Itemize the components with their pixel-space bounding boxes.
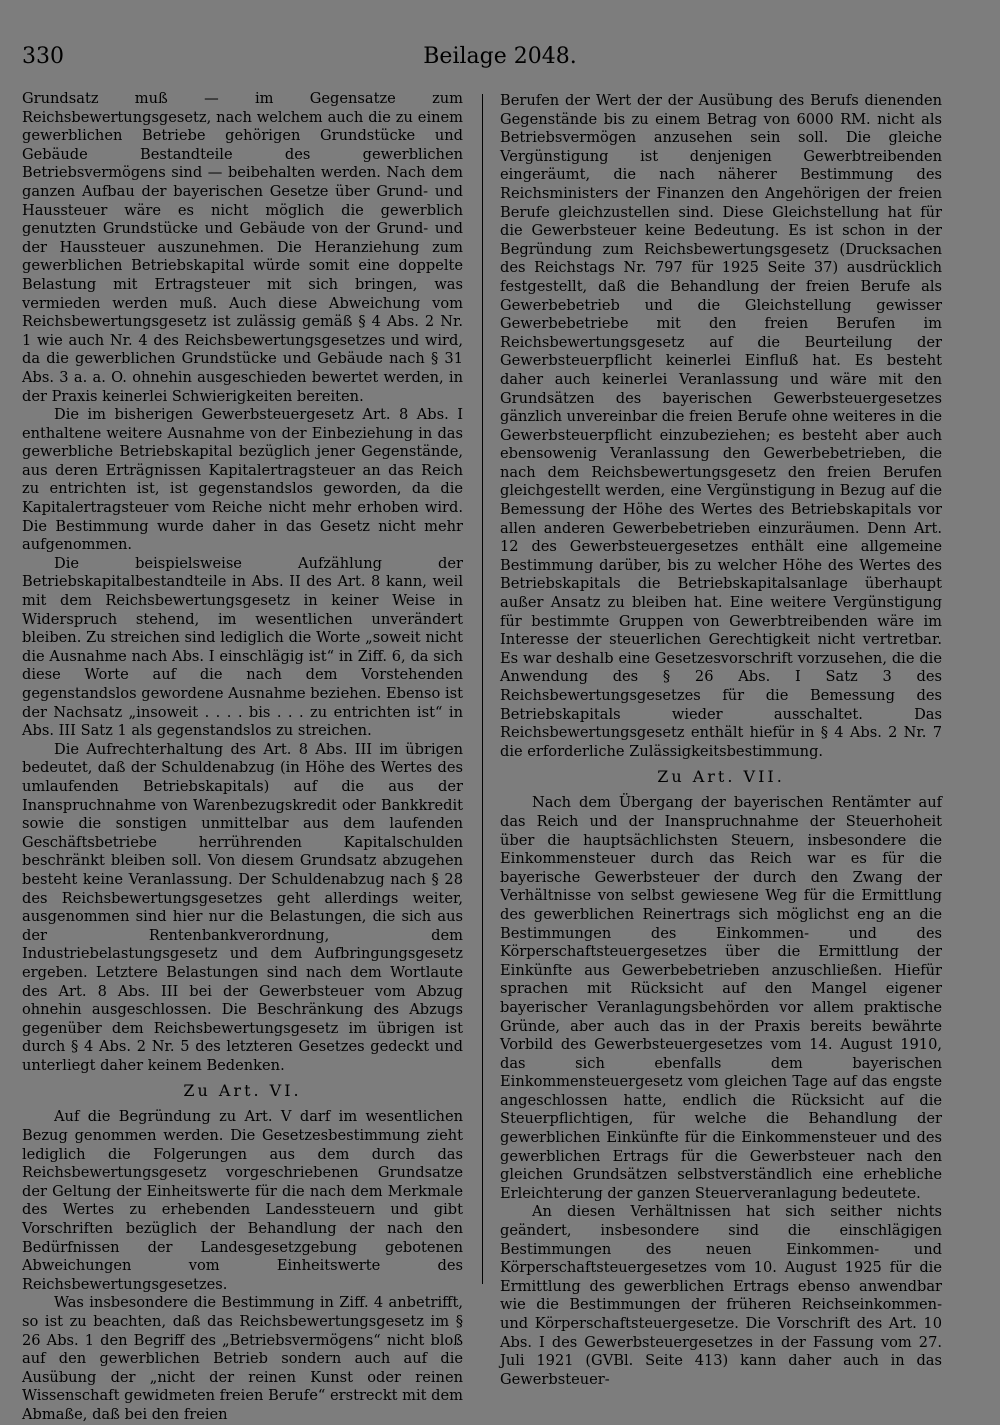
section-heading: Zu Art. VI. (183, 1081, 302, 1101)
paragraph: An diesen Verhältnissen hat sich seither nichts geändert, insbesondere sind die einschlägigen Bestimmungen des neuen Einkommen- und Körperschaftsteuergesetzes vom 10. August 1925 für die Ermittlung des gewerblichen Ertrags ebenso anwendbar wie die Bestimmungen der früheren Reichseinkommen- und Körperschaftsteuergesetze. Die Vorschrift des Art. 10 Abs. I des Gewerbsteuergesetzes in der Fassung vom 27. Juli 1921 (GVBl. Seite 413) kann daher auch in das Gewerbsteuer- (500, 1203, 942, 1388)
page-title: Beilage 2048. (423, 44, 577, 69)
paragraph: Grundsatz muß — im Gegensatze zum Reichsbewertungsgesetz, nach welchem auch die zu einem gewerblichen Betriebe gehörigen Grundstücke und Gebäude Bestandteile des gewerblichen Betriebsvermögens sind — beibehalten werden. Nach dem ganzen Aufbau der bayerischen Gesetze über Grund- und Haussteuer wäre es nicht möglich die gewerblich genutzten Grundstücke und Gebäude von der Grund- und der Haussteuer auszunehmen. Die Heranziehung zum gewerblichen Betriebskapital würde somit eine doppelte Belastung mit Ertragsteuer mit sich bringen, was vermieden werden muß. Auch diese Abweichung vom Reichsbewertungsgesetz ist zulässig gemäß § 4 Abs. 2 Nr. 1 wie auch Nr. 4 des Reichsbewertungsgesetzes und wird, da die gewerblichen Grundstücke und Gebäude nach § 31 Abs. 3 a. a. O. ohnehin ausgeschieden bewertet werden, in der Praxis keinerlei Schwierigkeiten bereiten. (22, 90, 463, 405)
paragraph: Nach dem Übergang der bayerischen Rentämter auf das Reich und der Inanspruchnahme der Steuerhoheit über die hauptsächlichsten Steuern, insbesondere die Einkommensteuer durch das Reich war es für die bayerische Gewerbsteuer der durch den Zwang der Verhältnisse von selbst gewiesene Weg für die Ermittlung des gewerblichen Reinertrags sich möglichst eng an die Bestimmungen des Einkommen- und des Körperschaftsteuergesetzes über die Ermittlung der Einkünfte aus Gewerbebetrieben anzuschließen. Hiefür sprachen mit Rücksicht auf den Mangel eigener bayerischer Veranlagungsbehörden vor allem praktische Gründe, aber auch das in der Praxis bereits bewährte Vorbild des Gewerbsteuergesetzes vom 14. August 1910, das sich ebenfalls dem bayerischen Einkommensteuergesetz vom gleichen Tage auf das engste angeschlossen hatte, endlich die Rücksicht auf die Steuerpflichtigen, für welche die Behandlung der gewerblichen Einkünfte für die Einkommensteuer und des gewerblichen Ertrags für die Gewerbsteuer nach den gleichen Grundsätzen selbstverständlich eine erhebliche Erleichterung der ganzen Steuerveranlagung bedeutete. (500, 794, 942, 1202)
paragraph: Die im bisherigen Gewerbsteuergesetz Art. 8 Abs. I enthaltene weitere Ausnahme von der Einbeziehung in das gewerbliche Betriebskapital bezüglich jener Gegenstände, aus deren Erträgnissen Kapitalertragsteuer an das Reich zu entrichten ist, ist gegenstandslos geworden, da die Kapitalertragsteuer vom Reiche nicht mehr erhoben wird. Die Bestimmung wurde daher in das Gesetz nicht mehr aufgenommen. (22, 406, 463, 554)
paragraph: Berufen der Wert der der Ausübung des Berufs dienenden Gegenstände bis zu einem Betrag von 6000 RM. nicht als Betriebsvermögen anzusehen sein soll. Die gleiche Vergünstigung ist denjenigen Gewerbtreibenden eingeräumt, die nach näherer Bestimmung des Reichsministers der Finanzen den Angehörigen der freien Berufe gleichzustellen sind. Diese Gleichstellung hat für die Gewerbsteuer keine Bedeutung. Es ist schon in der Begründung zum Reichsbewertungsgesetz (Drucksachen des Reichstags Nr. 797 für 1925 Seite 37) ausdrücklich festgestellt, daß die Behandlung der freien Berufe als Gewerbebetrieb und die Gleichstellung gewisser Gewerbebetriebe mit den freien Berufen im Reichsbewertungsgesetz auf die Beurteilung der Gewerbsteuerpflicht keinerlei Einfluß hat. Es besteht daher auch keinerlei Veranlassung und wäre mit den Grundsätzen des bayerischen Gewerbsteuergesetzes gänzlich unvereinbar die freien Berufe ohne weiteres in die Gewerbsteuerpflicht einzubeziehen; es besteht aber auch ebensowenig Veranlassung den Gewerbebetrieben, die nach dem Reichsbewertungsgesetz den freien Berufen gleichgestellt werden, eine Vergünstigung in Bezug auf die Bemessung der Höhe des Wertes des Betriebskapitals vor allen anderen Gewerbebetrieben einzuräumen. Denn Art. 12 des Gewerbsteuergesetzes enthält eine allgemeine Bestimmung darüber, bis zu welcher Höhe des Wertes des Betriebskapitals die Betriebskapitalsanlage überhaupt außer Ansatz zu bleiben hat. Eine weitere Vergünstigung für bestimmte Gruppen von Gewerbtreibenden wäre im Interesse der steuerlichen Gerechtigkeit nicht vertretbar. Es war deshalb eine Gesetzesvorschrift vorzusehen, die die Anwendung des § 26 Abs. I Satz 3 des Reichsbewertungsgesetzes für die Bemessung des Betriebskapitals wieder ausschaltet. Das Reichsbewertungsgesetz enthält hiefür in § 4 Abs. 2 Nr. 7 die erforderliche Zulässigkeitsbestimmung. (500, 92, 942, 760)
section-heading: Zu Art. VII. (657, 767, 785, 787)
column-divider (482, 94, 483, 1284)
paragraph: Die beispielsweise Aufzählung der Betriebskapitalbestandteile in Abs. II des Art. 8 kann, weil mit dem Reichsbewertungsgesetz in keiner Weise in Widerspruch stehend, im wesentlichen unverändert bleiben. Zu streichen sind lediglich die Worte „soweit nicht die Ausnahme nach Abs. I einschlägig ist“ in Ziff. 6, da sich diese Worte auf die nach dem Vorstehenden gegenstandslos gewordene Ausnahme beziehen. Ebenso ist der Nachsatz „insoweit . . . . bis . . . zu entrichten ist“ in Abs. III Satz 1 als gegenstandslos zu streichen. (22, 554, 463, 740)
paragraph: Was insbesondere die Bestimmung in Ziff. 4 anbetrifft, so ist zu beachten, daß das Reichsbewertungsgesetz im § 26 Abs. 1 den Begriff des „Betriebsvermögens“ nicht bloß auf den gewerblichen Betrieb sondern auch auf die Ausübung der „nicht der reinen Kunst oder reinen Wissenschaft gewidmeten freien Berufe“ erstreckt mit dem Abmaße, daß bei den freien (22, 1294, 463, 1423)
paragraph: Die Aufrechterhaltung des Art. 8 Abs. III im übrigen bedeutet, daß der Schuldenabzug (in Höhe des Wertes des umlaufenden Betriebskapitals) auf die aus der Inanspruchnahme von Warenbezugskredit oder Bankkredit sowie die sonstigen unmittelbar aus dem laufenden Geschäftsbetriebe herrührenden Kapitalschulden beschränkt bleiben soll. Von diesem Grundsatz abzugehen besteht keine Veranlassung. Der Schuldenabzug nach § 28 des Reichsbewertungsgesetzes geht allerdings weiter, ausgenommen sind hier nur die Belastungen, die sich aus der Rentenbankverordnung, dem Industriebelastungsgesetz und dem Aufbringungsgesetz ergeben. Letztere Belastungen sind nach dem Wortlaute des Art. 8 Abs. III bei der Gewerbsteuer vom Abzug ohnehin ausgeschlossen. Die Beschränkung des Abzugs gegenüber dem Reichsbewertungsgesetz im übrigen ist durch § 4 Abs. 2 Nr. 5 des letzteren Gesetzes gedeckt und unterliegt daher keinem Bedenken. (22, 740, 463, 1074)
paragraph: Auf die Begründung zu Art. V darf im wesentlichen Bezug genommen werden. Die Gesetzesbestimmung zieht lediglich die Folgerungen aus dem durch das Reichsbewertungsgesetz vorgeschriebenen Grundsatze der Geltung der Einheitswerte für die nach dem Merkmale des Wertes zu erhebenden Landessteuern und gibt Vorschriften bezüglich der Behandlung der nach den Bedürfnissen der Landesgesetzgebung gebotenen Abweichungen vom Einheitswerte des Reichsbewertungsgesetzes. (22, 1108, 463, 1293)
page-number: 330 (22, 44, 64, 69)
left-column (22, 90, 463, 1425)
right-column (500, 92, 942, 1389)
